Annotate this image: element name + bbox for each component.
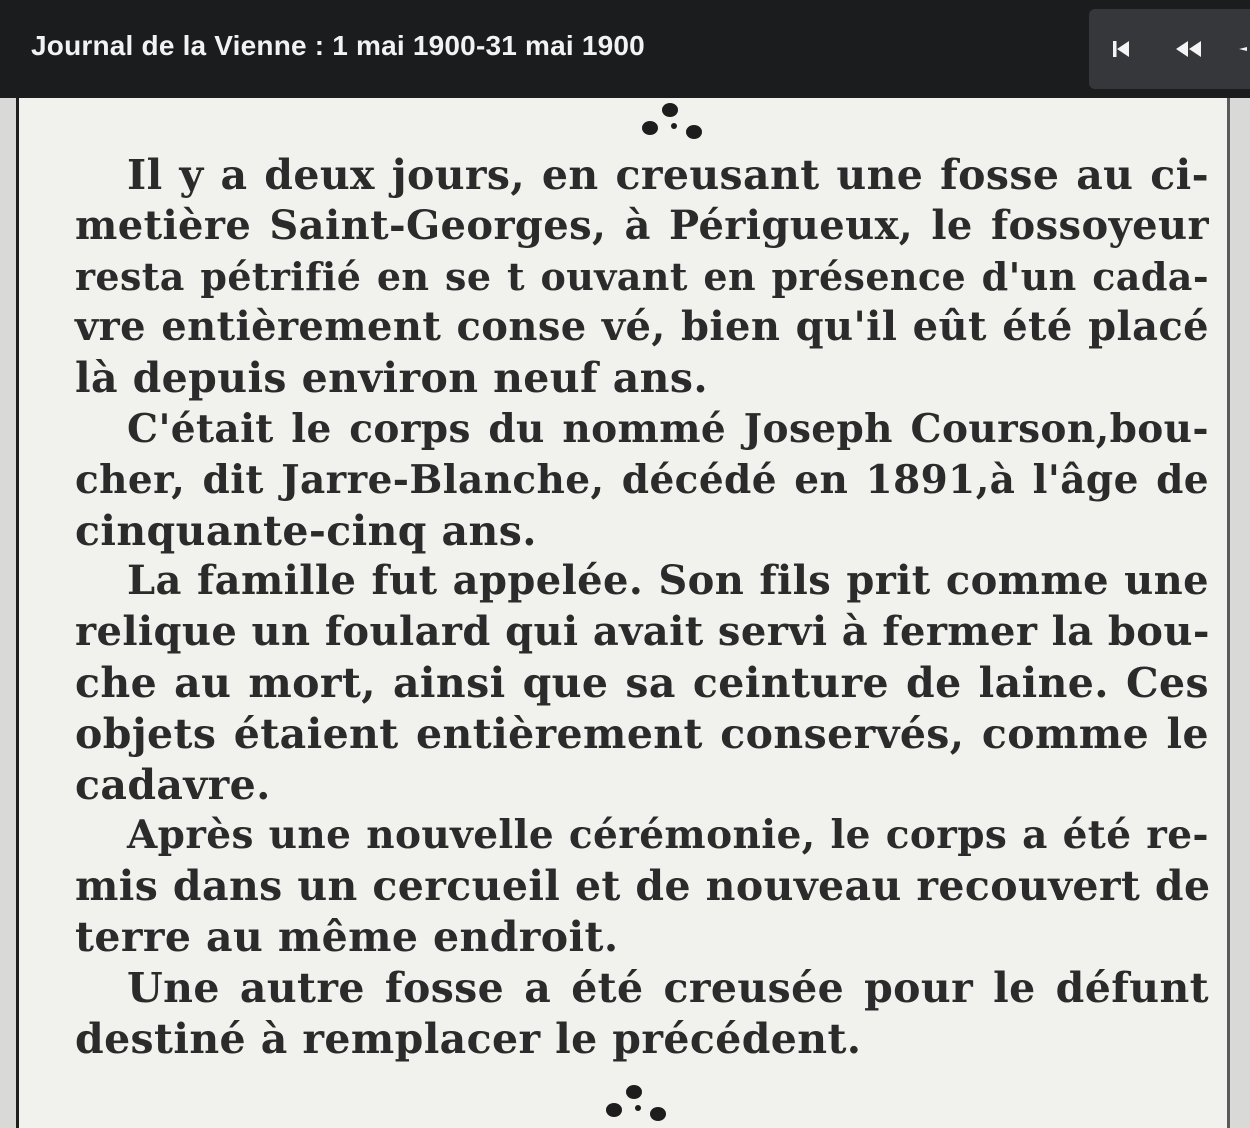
- text-line: là depuis environ neuf ans.: [75, 354, 709, 403]
- viewer-toolbar: [0, 0, 1250, 98]
- article-text: [75, 150, 1209, 1064]
- text-line: C'était le corps du nommé Joseph Courson,bou-: [127, 405, 1209, 452]
- first-page-button[interactable]: [1089, 9, 1153, 89]
- text-line: vre entièrement conse vé, bien qu'il eût été placé: [75, 303, 1209, 351]
- page-viewport[interactable]: [0, 98, 1250, 1128]
- text-line: relique un foulard qui avait servi à fermer la bou-: [75, 608, 1210, 656]
- ornament-icon: [612, 98, 712, 158]
- newspaper-scan: [16, 98, 1230, 1128]
- text-line: resta pétrifié en se t ouvant en présence d'un cada-: [75, 253, 1209, 299]
- document-title: Journal de la Vienne : 1 mai 1900-31 mai 1900: [31, 30, 645, 61]
- text-line: cinquante-cinq ans.: [75, 506, 537, 555]
- text-line: cher, dit Jarre-Blanche, décédé en 1891,à l'âge de: [75, 456, 1209, 503]
- text-line: mis dans un cercueil et de nouveau recouvert de: [75, 862, 1211, 911]
- previous-button[interactable]: [1229, 9, 1250, 89]
- text-line: metière Saint-Georges, à Périgueux, le fossoyeur: [75, 201, 1209, 249]
- text-line: Une autre fosse a été creusée pour le défunt: [127, 963, 1209, 1012]
- skip-to-first-icon: [1110, 38, 1132, 60]
- chevron-left-icon: [1229, 38, 1249, 60]
- text-line: Il y a deux jours, en creusant une fosse au ci-: [127, 151, 1209, 199]
- text-line: cadavre.: [75, 760, 271, 809]
- text-line: Après une nouvelle cérémonie, le corps a été re-: [127, 812, 1209, 859]
- text-line: objets étaient entièrement conservés, comme le: [75, 709, 1209, 758]
- previous-page-button[interactable]: [1157, 9, 1221, 89]
- ornament-icon: [576, 1080, 676, 1128]
- page-navigation: [1089, 9, 1250, 89]
- text-line: terre au même endroit.: [75, 912, 619, 961]
- text-line: che au mort, ainsi que sa ceinture de laine. Ces: [75, 658, 1209, 707]
- rewind-icon: [1174, 38, 1204, 60]
- text-line: La famille fut appelée. Son fils prit comme une: [127, 557, 1209, 605]
- text-line: destiné à remplacer le précédent.: [75, 1014, 862, 1063]
